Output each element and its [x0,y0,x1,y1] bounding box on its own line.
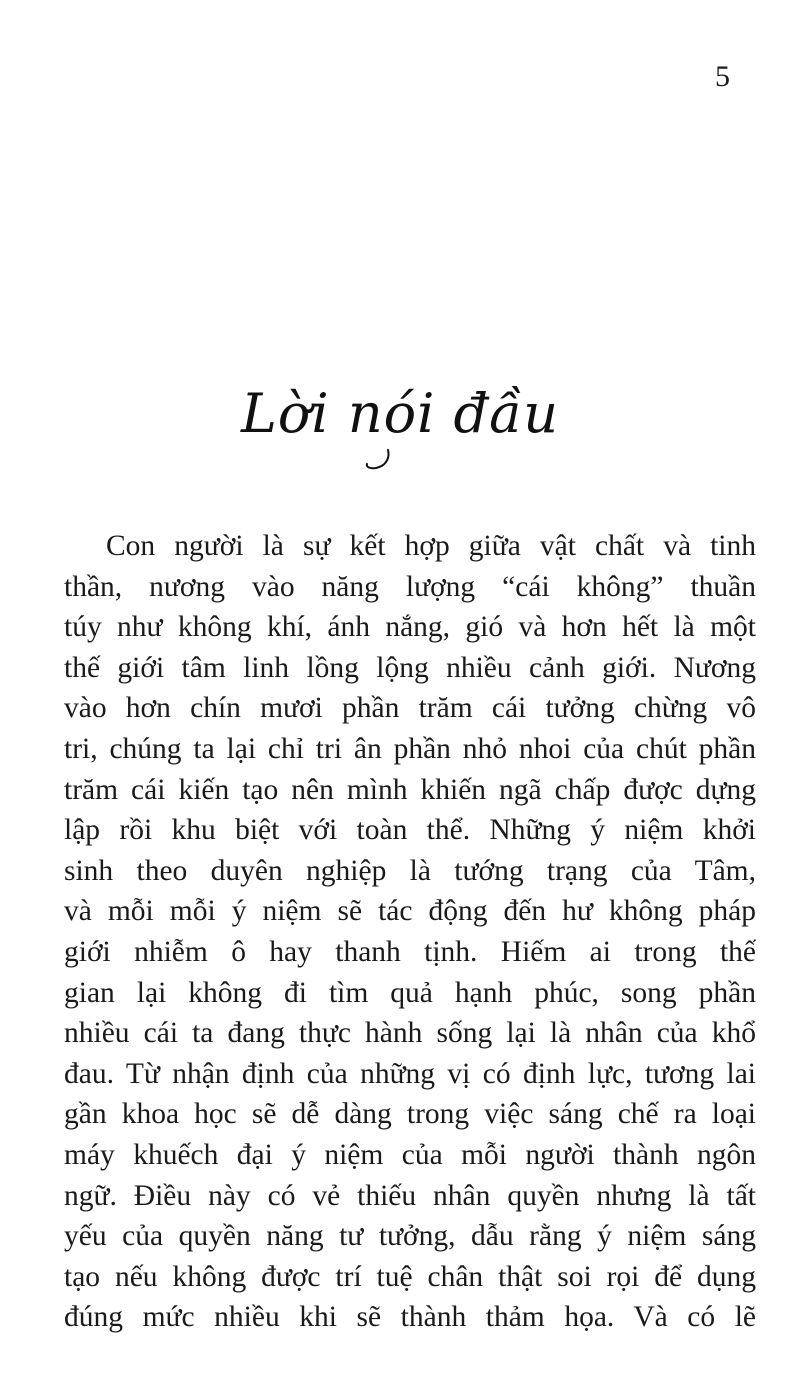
text-line: ngữ. Điều này có vẻ thiếu nhân quyền nhưng là tất [64,1179,756,1212]
body-text [64,526,756,1338]
text-line: giới nhiễm ô hay thanh tịnh. Hiếm ai trong thế [64,935,756,968]
text-line: yếu của quyền năng tư tưởng, dẫu rằng ý niệm sáng [64,1220,756,1253]
text-line: tri, chúng ta lại chỉ tri ân phần nhỏ nhoi của chút phần [64,732,756,765]
chapter-title: Lời nói đầu [241,382,559,445]
text-line: túy như không khí, ánh nắng, gió và hơn hết là một [64,611,756,644]
text-line: vào hơn chín mươi phần trăm cái tưởng chừng vô [64,692,756,725]
text-line: máy khuếch đại ý niệm của mỗi người thành ngôn [64,1138,756,1171]
text-line: đúng mức nhiều khi sẽ thành thảm họa. Và có lẽ [64,1301,756,1334]
title-flourish [330,448,410,472]
text-line: tạo nếu không được trí tuệ chân thật soi rọi để dụng [64,1260,756,1293]
page-number: 5 [715,60,730,93]
text-line: đau. Từ nhận định của những vị có định lực, tương lai [64,1057,756,1090]
text-line: sinh theo duyên nghiệp là tướng trạng của Tâm, [64,854,756,887]
text-line: trăm cái kiến tạo nên mình khiến ngã chấp được dựng [64,773,756,806]
text-line: gần khoa học sẽ dễ dàng trong việc sáng chế ra loại [64,1098,756,1131]
text-line: lập rồi khu biệt với toàn thể. Những ý niệm khởi [64,814,756,847]
text-line: Con người là sự kết hợp giữa vật chất và tinh [106,530,756,562]
text-line: thần, nương vào năng lượng “cái không” thuần [64,570,756,603]
text-line: thế giới tâm linh lồng lộng nhiều cảnh giới. Nương [64,651,756,684]
text-line: và mỗi mỗi ý niệm sẽ tác động đến hư không pháp [64,895,756,928]
text-line: nhiều cái ta đang thực hành sống lại là nhân của khổ [64,1017,756,1050]
text-line: gian lại không đi tìm quả hạnh phúc, song phần [64,976,756,1009]
